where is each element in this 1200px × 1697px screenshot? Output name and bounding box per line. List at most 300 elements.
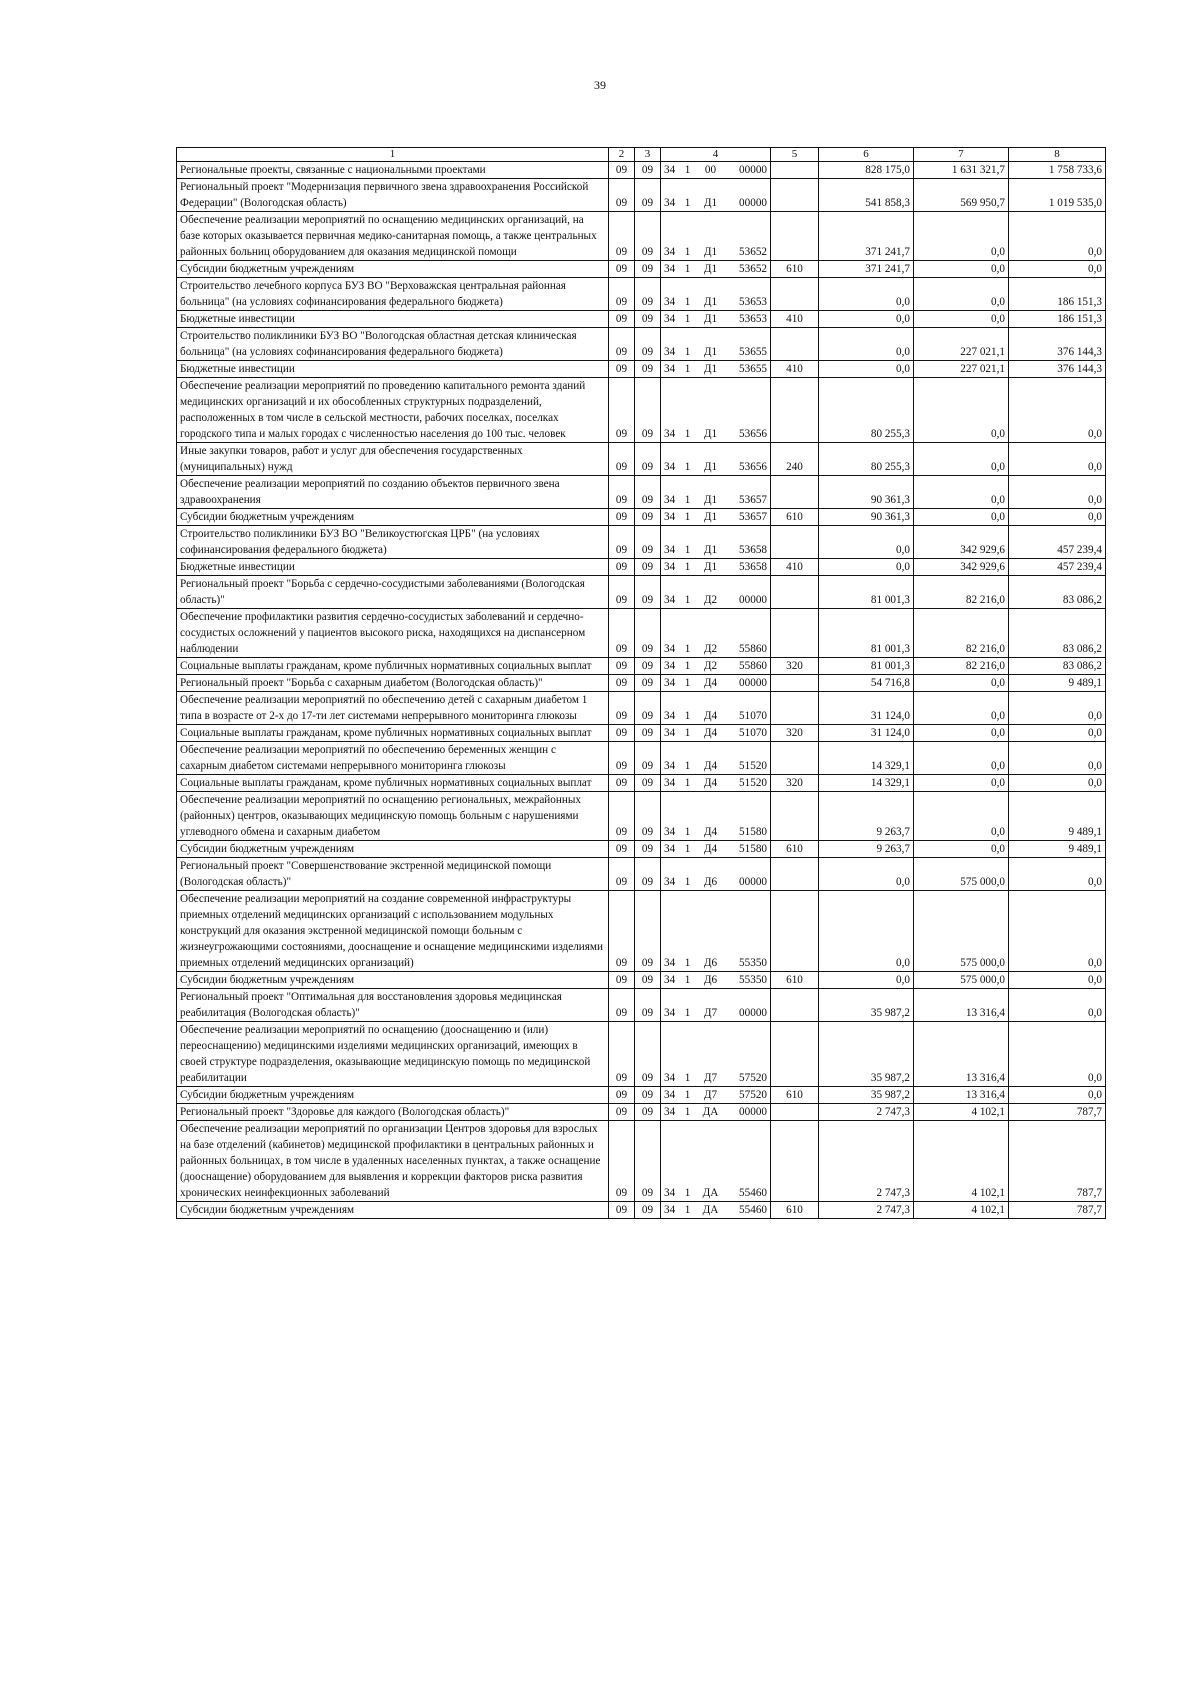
- table-row: [177, 476, 1106, 509]
- amount-year-2: 0,0: [914, 443, 1009, 476]
- amount-year-1: 0,0: [819, 526, 914, 559]
- target-article-program: 34: [661, 526, 679, 559]
- amount-year-2: 0,0: [914, 742, 1009, 775]
- expense-type-code: [771, 1022, 819, 1087]
- target-article-type: 1: [679, 311, 697, 328]
- amount-year-2: 4 102,1: [914, 1202, 1009, 1219]
- target-article-program: 34: [661, 278, 679, 311]
- amount-year-2: 1 631 321,7: [914, 162, 1009, 179]
- target-article-direction: 51580: [725, 792, 771, 841]
- table-row: [177, 692, 1106, 725]
- expense-type-code: [771, 792, 819, 841]
- table-row: [177, 559, 1106, 576]
- target-article-type: 1: [679, 675, 697, 692]
- target-article-program: 34: [661, 212, 679, 261]
- target-article-program: 34: [661, 775, 679, 792]
- expense-type-code: [771, 476, 819, 509]
- row-name: Обеспечение реализации мероприятий по организации Центров здоровья для взрослых на базе отделений (кабинетов) медицинской профилактики в центральных районных и районных больницах, в том числе в удаленных населенных пунктах, а также оснащение (дооснащение) оборудованием для выявления и коррекции факторов риска развития хронических неинфекционных заболеваний: [177, 1121, 609, 1202]
- expense-type-code: [771, 1104, 819, 1121]
- section-code: 09: [609, 476, 635, 509]
- row-name: Региональный проект "Совершенствование экстренной медицинской помощи (Вологодская область)": [177, 858, 609, 891]
- amount-year-2: 13 316,4: [914, 1022, 1009, 1087]
- target-article-program: 34: [661, 1121, 679, 1202]
- header-cell: 8: [1009, 148, 1106, 162]
- table-row: [177, 212, 1106, 261]
- expense-type-code: [771, 609, 819, 658]
- amount-year-2: 0,0: [914, 212, 1009, 261]
- table-row: [177, 378, 1106, 443]
- amount-year-2: 342 929,6: [914, 559, 1009, 576]
- row-name: Субсидии бюджетным учреждениям: [177, 1087, 609, 1104]
- table-row: [177, 742, 1106, 775]
- amount-year-3: 376 144,3: [1009, 361, 1106, 378]
- target-article-project: Д1: [697, 278, 725, 311]
- row-name: Социальные выплаты гражданам, кроме публичных нормативных социальных выплат: [177, 658, 609, 675]
- target-article-program: 34: [661, 692, 679, 725]
- section-code: 09: [609, 212, 635, 261]
- section-code: 09: [609, 609, 635, 658]
- expense-type-code: [771, 328, 819, 361]
- amount-year-2: 575 000,0: [914, 858, 1009, 891]
- target-article-project: Д4: [697, 742, 725, 775]
- target-article-direction: 55860: [725, 658, 771, 675]
- target-article-program: 34: [661, 792, 679, 841]
- target-article-direction: 53652: [725, 212, 771, 261]
- target-article-type: 1: [679, 509, 697, 526]
- target-article-project: Д6: [697, 891, 725, 972]
- expense-type-code: [771, 675, 819, 692]
- amount-year-1: 2 747,3: [819, 1104, 914, 1121]
- target-article-project: Д1: [697, 509, 725, 526]
- amount-year-2: 0,0: [914, 261, 1009, 278]
- target-article-direction: 00000: [725, 576, 771, 609]
- target-article-direction: 51520: [725, 742, 771, 775]
- expense-type-code: 410: [771, 559, 819, 576]
- expense-type-code: 320: [771, 658, 819, 675]
- amount-year-3: 9 489,1: [1009, 841, 1106, 858]
- table-row: [177, 576, 1106, 609]
- table-row: [177, 792, 1106, 841]
- row-name: Обеспечение реализации мероприятий по созданию объектов первичного звена здравоохранения: [177, 476, 609, 509]
- expense-type-code: [771, 212, 819, 261]
- target-article-project: Д1: [697, 261, 725, 278]
- subsection-code: 09: [635, 1087, 661, 1104]
- row-name: Обеспечение реализации мероприятий на создание современной инфраструктуры приемных отделений медицинских организаций с использованием модульных конструкций для оказания экстренной медицинской помощи больным с жизнеугрожающими состояниями, дооснащение и оснащение медицинскими изделиями приемных отделений медицинских организаций): [177, 891, 609, 972]
- amount-year-3: 186 151,3: [1009, 278, 1106, 311]
- subsection-code: 09: [635, 858, 661, 891]
- table-row: [177, 841, 1106, 858]
- section-code: 09: [609, 858, 635, 891]
- subsection-code: 09: [635, 328, 661, 361]
- target-article-program: 34: [661, 858, 679, 891]
- target-article-project: Д1: [697, 212, 725, 261]
- amount-year-2: 13 316,4: [914, 989, 1009, 1022]
- target-article-type: 1: [679, 476, 697, 509]
- subsection-code: 09: [635, 576, 661, 609]
- section-code: 09: [609, 841, 635, 858]
- target-article-project: Д4: [697, 792, 725, 841]
- table-row: [177, 858, 1106, 891]
- subsection-code: 09: [635, 972, 661, 989]
- subsection-code: 09: [635, 1121, 661, 1202]
- header-cell: 5: [771, 148, 819, 162]
- target-article-project: Д4: [697, 675, 725, 692]
- table-row: [177, 1087, 1106, 1104]
- target-article-type: 1: [679, 179, 697, 212]
- row-name: Региональный проект "Модернизация первичного звена здравоохранения Российской Федерации" (Вологодская область): [177, 179, 609, 212]
- target-article-program: 34: [661, 311, 679, 328]
- expense-type-code: 610: [771, 261, 819, 278]
- table-row: [177, 972, 1106, 989]
- amount-year-1: 54 716,8: [819, 675, 914, 692]
- row-name: Бюджетные инвестиции: [177, 361, 609, 378]
- row-name: Обеспечение реализации мероприятий по обеспечению беременных женщин с сахарным диабетом системами непрерывного мониторинга глюкозы: [177, 742, 609, 775]
- target-article-type: 1: [679, 443, 697, 476]
- section-code: 09: [609, 658, 635, 675]
- amount-year-1: 81 001,3: [819, 658, 914, 675]
- target-article-program: 34: [661, 609, 679, 658]
- target-article-program: 34: [661, 1022, 679, 1087]
- target-article-project: Д1: [697, 179, 725, 212]
- target-article-direction: 00000: [725, 989, 771, 1022]
- target-article-direction: 53657: [725, 476, 771, 509]
- amount-year-3: 0,0: [1009, 476, 1106, 509]
- target-article-program: 34: [661, 559, 679, 576]
- section-code: 09: [609, 1121, 635, 1202]
- table-row: [177, 443, 1106, 476]
- target-article-type: 1: [679, 1202, 697, 1219]
- target-article-type: 1: [679, 1022, 697, 1087]
- target-article-program: 34: [661, 576, 679, 609]
- amount-year-3: 83 086,2: [1009, 658, 1106, 675]
- row-name: Региональный проект "Здоровье для каждого (Вологодская область)": [177, 1104, 609, 1121]
- amount-year-2: 0,0: [914, 792, 1009, 841]
- amount-year-2: 4 102,1: [914, 1104, 1009, 1121]
- target-article-direction: 55350: [725, 972, 771, 989]
- target-article-project: Д1: [697, 328, 725, 361]
- target-article-type: 1: [679, 1104, 697, 1121]
- target-article-project: Д7: [697, 1087, 725, 1104]
- amount-year-1: 90 361,3: [819, 509, 914, 526]
- target-article-direction: 53656: [725, 443, 771, 476]
- target-article-direction: 00000: [725, 179, 771, 212]
- amount-year-3: 83 086,2: [1009, 609, 1106, 658]
- row-name: Региональный проект "Борьба с сердечно-сосудистыми заболеваниями (Вологодская область)": [177, 576, 609, 609]
- row-name: Иные закупки товаров, работ и услуг для обеспечения государственных (муниципальных) нужд: [177, 443, 609, 476]
- amount-year-3: 0,0: [1009, 509, 1106, 526]
- target-article-direction: 00000: [725, 675, 771, 692]
- row-name: Субсидии бюджетным учреждениям: [177, 841, 609, 858]
- row-name: Обеспечение реализации мероприятий по оснащению (дооснащению и (или) переоснащению) медицинскими изделиями медицинских организаций, имеющих в своей структуре подразделения, оказывающие медицинскую помощь по медицинской реабилитации: [177, 1022, 609, 1087]
- amount-year-3: 1 758 733,6: [1009, 162, 1106, 179]
- target-article-direction: 53655: [725, 361, 771, 378]
- section-code: 09: [609, 742, 635, 775]
- amount-year-3: 83 086,2: [1009, 576, 1106, 609]
- table-row: [177, 509, 1106, 526]
- expense-type-code: [771, 576, 819, 609]
- target-article-direction: 53655: [725, 328, 771, 361]
- amount-year-1: 80 255,3: [819, 443, 914, 476]
- amount-year-1: 31 124,0: [819, 725, 914, 742]
- subsection-code: 09: [635, 278, 661, 311]
- section-code: 09: [609, 361, 635, 378]
- target-article-project: Д2: [697, 609, 725, 658]
- amount-year-3: 0,0: [1009, 378, 1106, 443]
- target-article-program: 34: [661, 1087, 679, 1104]
- subsection-code: 09: [635, 162, 661, 179]
- amount-year-1: 2 747,3: [819, 1121, 914, 1202]
- target-article-type: 1: [679, 526, 697, 559]
- target-article-direction: 53652: [725, 261, 771, 278]
- header-cell: 4: [661, 148, 771, 162]
- amount-year-1: 14 329,1: [819, 775, 914, 792]
- table-row: [177, 361, 1106, 378]
- amount-year-1: 35 987,2: [819, 989, 914, 1022]
- row-name: Субсидии бюджетным учреждениям: [177, 972, 609, 989]
- amount-year-2: 569 950,7: [914, 179, 1009, 212]
- target-article-direction: 57520: [725, 1087, 771, 1104]
- amount-year-3: 787,7: [1009, 1202, 1106, 1219]
- target-article-type: 1: [679, 609, 697, 658]
- target-article-type: 1: [679, 361, 697, 378]
- target-article-type: 1: [679, 742, 697, 775]
- target-article-type: 1: [679, 212, 697, 261]
- amount-year-3: 1 019 535,0: [1009, 179, 1106, 212]
- row-name: Субсидии бюджетным учреждениям: [177, 1202, 609, 1219]
- target-article-program: 34: [661, 378, 679, 443]
- expense-type-code: 610: [771, 972, 819, 989]
- target-article-type: 1: [679, 658, 697, 675]
- target-article-project: ДА: [697, 1104, 725, 1121]
- row-name: Социальные выплаты гражданам, кроме публичных нормативных социальных выплат: [177, 775, 609, 792]
- section-code: 09: [609, 725, 635, 742]
- target-article-direction: 55460: [725, 1121, 771, 1202]
- target-article-project: Д6: [697, 972, 725, 989]
- row-name: Обеспечение реализации мероприятий по обеспечению детей с сахарным диабетом 1 типа в возрасте от 2-х до 17-ти лет системами непрерывного мониторинга глюкозы: [177, 692, 609, 725]
- section-code: 09: [609, 328, 635, 361]
- amount-year-1: 9 263,7: [819, 792, 914, 841]
- amount-year-3: 0,0: [1009, 989, 1106, 1022]
- target-article-type: 1: [679, 1087, 697, 1104]
- amount-year-1: 0,0: [819, 972, 914, 989]
- section-code: 09: [609, 559, 635, 576]
- amount-year-1: 9 263,7: [819, 841, 914, 858]
- target-article-program: 34: [661, 841, 679, 858]
- expense-type-code: 320: [771, 725, 819, 742]
- subsection-code: 09: [635, 509, 661, 526]
- table-row: [177, 725, 1106, 742]
- target-article-direction: 55460: [725, 1202, 771, 1219]
- amount-year-2: 82 216,0: [914, 609, 1009, 658]
- subsection-code: 09: [635, 361, 661, 378]
- section-code: 09: [609, 692, 635, 725]
- section-code: 09: [609, 179, 635, 212]
- section-code: 09: [609, 526, 635, 559]
- amount-year-2: 575 000,0: [914, 891, 1009, 972]
- amount-year-1: 371 241,7: [819, 212, 914, 261]
- target-article-program: 34: [661, 675, 679, 692]
- amount-year-1: 35 987,2: [819, 1087, 914, 1104]
- expense-type-code: [771, 989, 819, 1022]
- target-article-program: 34: [661, 179, 679, 212]
- table-body: [177, 162, 1106, 1219]
- target-article-direction: 55350: [725, 891, 771, 972]
- row-name: Бюджетные инвестиции: [177, 559, 609, 576]
- amount-year-1: 35 987,2: [819, 1022, 914, 1087]
- target-article-project: Д1: [697, 559, 725, 576]
- amount-year-1: 14 329,1: [819, 742, 914, 775]
- target-article-type: 1: [679, 1121, 697, 1202]
- target-article-direction: 53657: [725, 509, 771, 526]
- row-name: Строительство лечебного корпуса БУЗ ВО "Верховажская центральная районная больница" (на условиях софинансирования федерального бюджета): [177, 278, 609, 311]
- target-article-program: 34: [661, 261, 679, 278]
- amount-year-2: 342 929,6: [914, 526, 1009, 559]
- table-row: [177, 162, 1106, 179]
- row-name: Обеспечение реализации мероприятий по оснащению региональных, межрайонных (районных) центров, оказывающих медицинскую помощь больным с нарушениями углеводного обмена и сахарным диабетом: [177, 792, 609, 841]
- subsection-code: 09: [635, 609, 661, 658]
- target-article-type: 1: [679, 162, 697, 179]
- expense-type-code: [771, 858, 819, 891]
- expense-type-code: 610: [771, 509, 819, 526]
- subsection-code: 09: [635, 559, 661, 576]
- expense-type-code: [771, 378, 819, 443]
- target-article-project: ДА: [697, 1121, 725, 1202]
- section-code: 09: [609, 509, 635, 526]
- page-number: 39: [594, 78, 606, 92]
- amount-year-3: 0,0: [1009, 972, 1106, 989]
- amount-year-1: 0,0: [819, 891, 914, 972]
- amount-year-3: 9 489,1: [1009, 792, 1106, 841]
- table-row: [177, 609, 1106, 658]
- target-article-type: 1: [679, 858, 697, 891]
- target-article-type: 1: [679, 891, 697, 972]
- row-name: Региональные проекты, связанные с национальными проектами: [177, 162, 609, 179]
- section-code: 09: [609, 972, 635, 989]
- header-cell: 3: [635, 148, 661, 162]
- target-article-type: 1: [679, 972, 697, 989]
- section-code: 09: [609, 891, 635, 972]
- amount-year-3: 0,0: [1009, 891, 1106, 972]
- amount-year-2: 0,0: [914, 675, 1009, 692]
- target-article-program: 34: [661, 476, 679, 509]
- table-row: [177, 311, 1106, 328]
- row-name: Социальные выплаты гражданам, кроме публичных нормативных социальных выплат: [177, 725, 609, 742]
- target-article-project: Д2: [697, 658, 725, 675]
- row-name: Субсидии бюджетным учреждениям: [177, 261, 609, 278]
- table-row: [177, 891, 1106, 972]
- target-article-project: Д4: [697, 775, 725, 792]
- table-row: [177, 989, 1106, 1022]
- expense-type-code: 320: [771, 775, 819, 792]
- target-article-project: Д4: [697, 692, 725, 725]
- subsection-code: 09: [635, 1202, 661, 1219]
- target-article-project: 00: [697, 162, 725, 179]
- subsection-code: 09: [635, 476, 661, 509]
- amount-year-3: 9 489,1: [1009, 675, 1106, 692]
- target-article-program: 34: [661, 328, 679, 361]
- row-name: Обеспечение реализации мероприятий по проведению капитального ремонта зданий медицинских организаций и их обособленных структурных подразделений, расположенных в том числе в сельской местности, рабочих поселках, поселках городского типа и малых городах с численностью населения до 100 тыс. человек: [177, 378, 609, 443]
- section-code: 09: [609, 311, 635, 328]
- row-name: Региональный проект "Оптимальная для восстановления здоровья медицинская реабилитация (Вологодская область)": [177, 989, 609, 1022]
- table-row: [177, 1202, 1106, 1219]
- amount-year-2: 0,0: [914, 509, 1009, 526]
- target-article-program: 34: [661, 509, 679, 526]
- subsection-code: 09: [635, 1104, 661, 1121]
- amount-year-3: 787,7: [1009, 1104, 1106, 1121]
- header-cell: 7: [914, 148, 1009, 162]
- section-code: 09: [609, 162, 635, 179]
- amount-year-2: 4 102,1: [914, 1121, 1009, 1202]
- table-row: [177, 1022, 1106, 1087]
- target-article-direction: 53653: [725, 311, 771, 328]
- row-name: Строительство поликлиники БУЗ ВО "Великоустюгская ЦРБ" (на условиях софинансирования федерального бюджета): [177, 526, 609, 559]
- amount-year-2: 227 021,1: [914, 361, 1009, 378]
- subsection-code: 09: [635, 212, 661, 261]
- section-code: 09: [609, 278, 635, 311]
- table-row: [177, 658, 1106, 675]
- amount-year-3: 0,0: [1009, 775, 1106, 792]
- amount-year-1: 0,0: [819, 311, 914, 328]
- section-code: 09: [609, 576, 635, 609]
- target-article-type: 1: [679, 559, 697, 576]
- target-article-project: Д1: [697, 526, 725, 559]
- expense-type-code: 610: [771, 1202, 819, 1219]
- target-article-project: Д2: [697, 576, 725, 609]
- target-article-direction: 53653: [725, 278, 771, 311]
- section-code: 09: [609, 1022, 635, 1087]
- expense-type-code: [771, 1121, 819, 1202]
- header-cell: 6: [819, 148, 914, 162]
- subsection-code: 09: [635, 1022, 661, 1087]
- target-article-program: 34: [661, 443, 679, 476]
- target-article-type: 1: [679, 775, 697, 792]
- table-row: [177, 278, 1106, 311]
- subsection-code: 09: [635, 658, 661, 675]
- amount-year-1: 541 858,3: [819, 179, 914, 212]
- amount-year-3: 186 151,3: [1009, 311, 1106, 328]
- row-name: Обеспечение реализации мероприятий по оснащению медицинских организаций, на базе которых оказывается первичная медико-санитарная помощь, а также центральных районных больниц оборудованием для оказания медицинской помощи: [177, 212, 609, 261]
- subsection-code: 09: [635, 675, 661, 692]
- section-code: 09: [609, 261, 635, 278]
- table-row: [177, 179, 1106, 212]
- target-article-type: 1: [679, 841, 697, 858]
- table-row: [177, 675, 1106, 692]
- header-row: [177, 148, 1106, 162]
- target-article-direction: 00000: [725, 162, 771, 179]
- expense-type-code: [771, 162, 819, 179]
- target-article-program: 34: [661, 162, 679, 179]
- expense-type-code: [771, 179, 819, 212]
- amount-year-1: 31 124,0: [819, 692, 914, 725]
- target-article-direction: 00000: [725, 1104, 771, 1121]
- amount-year-1: 81 001,3: [819, 609, 914, 658]
- section-code: 09: [609, 792, 635, 841]
- subsection-code: 09: [635, 792, 661, 841]
- amount-year-3: 0,0: [1009, 1087, 1106, 1104]
- row-name: Обеспечение профилактики развития сердечно-сосудистых заболеваний и сердечно-сосудистых осложнений у пациентов высокого риска, находящихся на диспансерном наблюдении: [177, 609, 609, 658]
- amount-year-2: 0,0: [914, 841, 1009, 858]
- target-article-project: Д4: [697, 841, 725, 858]
- expense-type-code: [771, 742, 819, 775]
- amount-year-3: 0,0: [1009, 725, 1106, 742]
- amount-year-3: 457 239,4: [1009, 526, 1106, 559]
- target-article-project: Д4: [697, 725, 725, 742]
- amount-year-2: 227 021,1: [914, 328, 1009, 361]
- target-article-direction: 51070: [725, 692, 771, 725]
- amount-year-3: 457 239,4: [1009, 559, 1106, 576]
- section-code: 09: [609, 775, 635, 792]
- amount-year-2: 82 216,0: [914, 576, 1009, 609]
